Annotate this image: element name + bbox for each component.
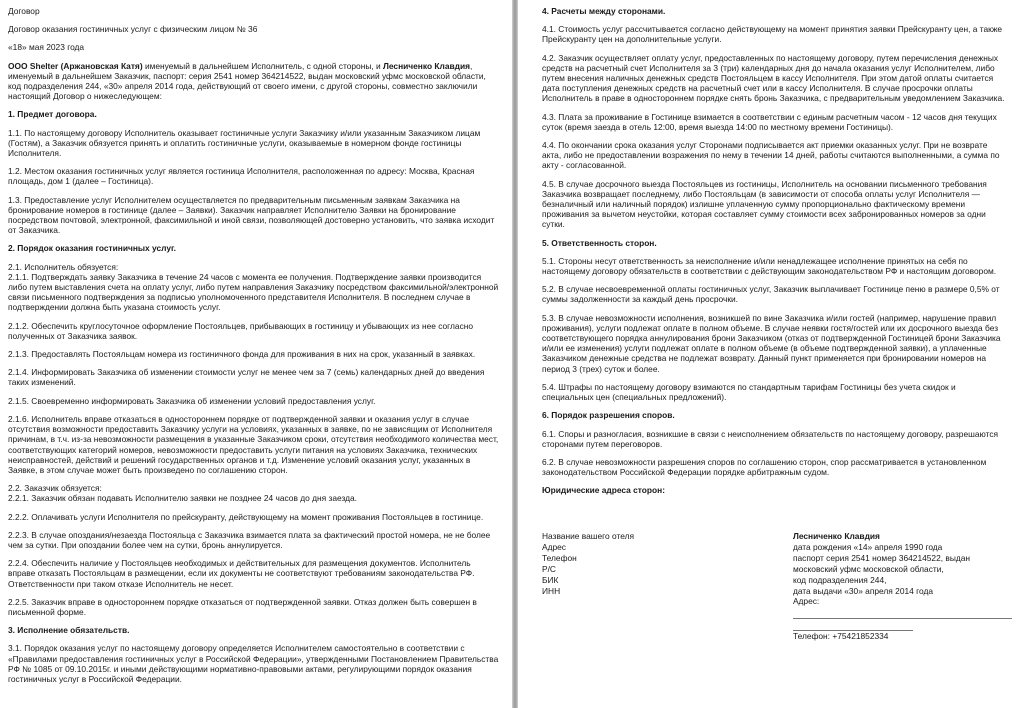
client-issuer: московский уфмс московской области, <box>792 563 944 574</box>
parties-paragraph: ООО Shelter (Аржановская Катя) именуемый в дальнейшем Исполнитель, с одной стороны, и Лесниченко Клавдия, именуемый в дальнейшем Заказчик, паспорт: серия 2541 номер 364214522, выдан московский уфмс московской области, код подразделения 244, «30» апреля 2014 года, действующий от своего имени, с другой стороны, совместно заключили настоящий Договор о нижеследующем: <box>8 60 486 102</box>
client-division: код подразделения 244, <box>792 574 887 585</box>
clause-2-2: 2.2. Заказчик обязуется: <box>8 483 102 494</box>
executor-name: ООО Shelter (Аржановская Катя) <box>8 60 143 71</box>
clause-1-2: 1.2. Местом оказания гостиничных услуг является гостиница Исполнителя, расположенная по адресу: Москва, Красная площадь, дом 1 (далее – Гостиница). <box>8 166 475 187</box>
clause-4-2: 4.2. Заказчик осуществляет оплату услуг, предоставленных по настоящему договору, путем перечисления денежных средств на расчетный счет Исполнителя за 3 (три) календарных дня до начала оказания услуг Исполнителем, либо путем внесения наличных денежных средств Постояльцем в кассу Исполнителя. При этом датой оплаты считается дата поступления денежных средств на расчетный счет или в кассу Исполнителя. В случае просрочки оплаты Исполнитель в праве в одностороннем порядке снять бронь Заказчика, с предварительным уведомлением Заказчика. <box>542 52 1005 104</box>
hotel-account-line: Р/С <box>542 563 556 574</box>
clause-2-1-2: 2.1.2. Обеспечить круглосуточное оформление Постояльцев, прибывающих в гостиницу и убывающих из нее согласно полученных от Заказчика заявок. <box>8 320 474 341</box>
section-heading-1: 1. Предмет договора. <box>8 109 97 120</box>
clause-6-1: 6.1. Споры и разногласия, возникшие в связи с неисполнением обязательств по настоящему договору, разрешаются сторонами путем переговоров. <box>542 428 999 449</box>
clause-4-3: 4.3. Плата за проживание в Гостинице взимается в соответствии с единым расчетным часом - 12 часов дня текущих суток (время заезда в отель 12:00, время выезда 14:00 по местному времени Гостиницы). <box>542 111 997 132</box>
clause-2-2-5: 2.2.5. Заказчик вправе в одностороннем порядке отказаться от подтвержденной заявки. Отказ должен быть совершен в письменной форме. <box>8 596 477 617</box>
hotel-name-line: Название вашего отеля <box>542 531 635 541</box>
signature-block <box>542 531 1012 642</box>
clause-2-2-3: 2.2.3. В случае опоздания/незаезда Постояльца с Заказчика взимается плата за фактический простой номера, не не более чем за сутки. При опоздании более чем на сутки, бронь аннулируется. <box>8 529 491 550</box>
address-underline-2 <box>793 620 913 631</box>
section-heading-2: 2. Порядок оказания гостиничных услуг. <box>8 243 176 254</box>
hotel-details <box>542 531 793 642</box>
clause-4-1: 4.1. Стоимость услуг рассчитывается согласно действующему на момент принятия заявки Прейскуранту цен, а также Прейскуранту цен на дополнительные услуги. <box>542 24 1003 45</box>
clause-2-1-5: 2.1.5. Своевременно информировать Заказчика об изменении условий предоставления услуг. <box>8 395 376 406</box>
clause-4-5: 4.5. В случае досрочного выезда Постояльцев из гостиницы, Исполнитель на основании письменного требования Заказчика возвращает последнему, либо Постояльцам (в зависимости от способа оплаты услуг Исполнителя — безналичный или наличный порядок) излишне уплаченную сумму пропорционально фактическому времени проживания за вычетом неустойки, которая составляет сумму стоимости всех забронированных номеров за одни сутки. <box>542 178 987 230</box>
section-heading-5: 5. Ответственность сторон. <box>542 237 657 248</box>
doc-date: «18» мая 2023 года <box>8 42 85 53</box>
hotel-phone-line: Телефон <box>542 552 577 563</box>
client-phone: Телефон: +75421852334 <box>792 631 889 642</box>
clause-2-1-6: 2.1.6. Исполнитель вправе отказаться в одностороннем порядке от подтвержденной заявки и оказания услуг в случае отсутствия возможности предоставить Заказчику услуги на условиях, указанных в заявке, по не зависящим от Исполнителя причинам, в т.ч. из-за невозможности размещения в указанные Заказчиком сроки, отсутствия необходимого количества мест, соответствующих категорий номеров, невозможности предоставить услуги питания на условиях Заказчика, технических неисправностей, действий и решений государственных органов и т.д. Изменение условий оказания услуг, указанных в Заявке, в этом случае может быть произведено по соглашению сторон. <box>8 413 499 475</box>
clause-3-1: 3.1. Порядок оказания услуг по настоящему договору определяется Исполнителем самостоятельно в соответствии с «Правилами предоставления гостиничных услуг в Российской Федерации», утвержденными Постановлением Правительства РФ № 1085 от 09.10.2015г. и иными действующими нормативно-правовыми актами, регулирующими порядок оказания гостиничных услуг в Российской Федерации. <box>8 643 499 684</box>
doc-title: Договор <box>8 6 40 16</box>
address-underline <box>793 608 1012 619</box>
section-heading-3: 3. Исполнение обязательств. <box>8 625 130 636</box>
clause-1-1: 1.1. По настоящему договору Исполнитель оказывает гостиничные услуги Заказчику и/или указанным Заказчиком лицам (Гостям), а Заказчик обязуется принять и оплатить гостиничные услуги, оказываемые в номерном фонде гостиницы Исполнителя. <box>8 127 481 159</box>
doc-subtitle: Договор оказания гостиничных услуг с физическим лицом № 36 <box>8 24 258 35</box>
clause-2-1: 2.1. Исполнитель обязуется: <box>8 261 119 272</box>
legal-addresses-heading: Юридические адреса сторон: <box>542 485 665 496</box>
clause-2-1-1: 2.1.1. Подтверждать заявку Заказчика в течение 24 часов с момента ее получения. Подтверждение заявки производится либо путем выставления счета на оплату услуг, либо путем направления Заказчику посредством факсимильной/электронной связи письменного подтверждения за подписью уполномоченного представителя Исполнителя. В последнем случае в подтверждении должна быть указана стоимость услуг. <box>8 271 499 313</box>
client-address: Адрес: <box>792 596 820 607</box>
hotel-inn-line: ИНН <box>542 585 561 596</box>
clause-2-1-4: 2.1.4. Информировать Заказчика об изменении стоимости услуг не менее чем за 7 (семь) календарных дней до введения таких изменений. <box>8 367 485 388</box>
clause-2-2-1: 2.2.1. Заказчик обязан подавать Исполнителю заявки не позднее 24 часов до дня заезда. <box>8 493 357 504</box>
clause-5-2: 5.2. В случае несвоевременной оплаты гостиничных услуг, Заказчик выплачивает Гостинице пеню в размере 0,5% от суммы задолженности за каждый день просрочки. <box>542 284 1000 305</box>
client-issue-date: дата выдачи «30» апреля 2014 года <box>792 585 934 596</box>
client-name: Лесниченко Клавдия <box>792 531 880 541</box>
hotel-address-line: Адрес <box>542 541 566 552</box>
clause-2-1-3: 2.1.3. Предоставлять Постояльцам номера из гостиничного фонда для проживания в них на срок, указанный в заявках. <box>8 349 476 360</box>
client-birth: дата рождения «14» апреля 1990 года <box>792 541 943 552</box>
customer-name: Лесниченко Клавдия <box>383 60 470 71</box>
clause-2-2-2: 2.2.2. Оплачивать услуги Исполнителя по прейскуранту, действующему на момент проживания Постояльцев в гостинице. <box>8 511 484 522</box>
contract-page-right <box>518 0 1024 708</box>
client-details <box>793 531 1012 642</box>
section-heading-6: 6. Порядок разрешения споров. <box>542 410 675 421</box>
clause-4-4: 4.4. По окончании срока оказания услуг Сторонами подписывается акт приемки оказанных услуг. При не возврате акта, либо не предоставлении возражения по нему в течении 14 дней, работы считаются выполненными, а сумма по акту - согласованной. <box>542 140 1000 171</box>
clause-5-4: 5.4. Штрафы по настоящему договору взимаются по стандартным тарифам Гостиницы без учета скидок и специальных цен (специальных предложений). <box>542 381 956 403</box>
clause-5-1: 5.1. Стороны несут ответственность за неисполнение и/или ненадлежащее исполнение принятых на себя по настоящему договору обязательств в соответствии с действующим законодательством РФ и настоящим договором. <box>542 255 997 277</box>
clause-1-3: 1.3. Предоставление услуг Исполнителем осуществляется по предварительным письменным заявкам Заказчика на бронирование номеров в гостинице (далее – Заявки). Заказчик направляет Исполнителю Заявки на бронирование посредством почтовой, электронной, факсимильной и иной связи, позволяющей достоверно установить, что заявка исходит от Заказчика. <box>8 194 495 236</box>
client-passport: паспорт серия 2541 номер 364214522, выдан <box>792 552 971 563</box>
clause-6-2: 6.2. В случае невозможности разрешения споров по соглашению сторон, спор рассматривается в установленном законодательством Российской Федерации порядке арбитражным судом. <box>542 456 987 478</box>
clause-5-3: 5.3. В случае невозможности исполнения, возникшей по вине Заказчика и/или гостей (например, нарушение правил проживания), услуги подлежат оплате в полном объеме. В случае неявки гостя/гостей или их досрочного выезда без соответствующего порядка аннулирования брони Заказчиком (отказ от подтвержденной Гостиницей брони Заказчика и/или ее изменения) услуги подлежат оплате в полном объеме (в объеме подтвержденной заявки), а уплаченные Заказчиком денежные средства не подлежат возврату. Данный пункт применяется при бронировании номеров на период 3 (трех) суток и более. <box>542 312 1001 374</box>
section-heading-4: 4. Расчеты между сторонами. <box>542 6 666 16</box>
hotel-bik-line: БИК <box>542 574 559 585</box>
clause-2-2-4: 2.2.4. Обеспечить наличие у Постояльцев необходимых и действительных для размещения документов. Исполнитель вправе отказать Постояльцам в размещении, если их документы не соответствуют требованиям законодательства РФ. Ответственности при таком отказе Исполнитель не несет. <box>8 558 475 589</box>
